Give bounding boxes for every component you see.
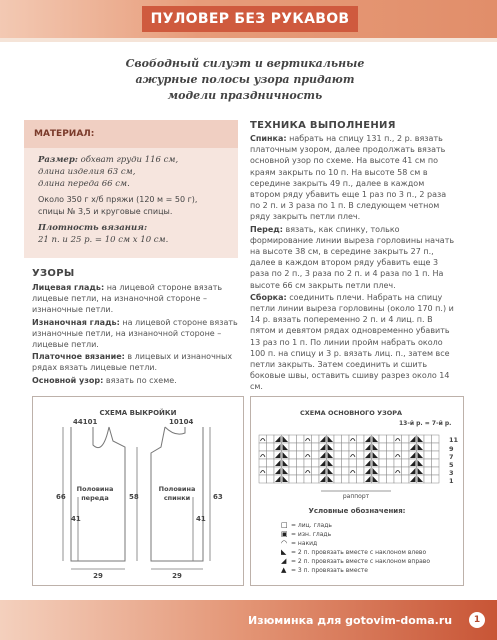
dim-label: 58 xyxy=(129,493,139,501)
stitch-cell xyxy=(267,459,275,467)
legend xyxy=(281,521,430,574)
stitch-cell xyxy=(304,435,312,443)
stitch-cell xyxy=(334,475,342,483)
stitch-cell xyxy=(349,451,357,459)
dim-label: 29 xyxy=(93,572,103,580)
row-number: 3 xyxy=(449,469,454,477)
stitch-cell xyxy=(424,435,432,443)
stitch-cell xyxy=(267,443,275,451)
stitch-schema-diagram xyxy=(251,397,463,585)
rapport-label: раппорт xyxy=(342,493,370,500)
dim-label: 41 xyxy=(71,515,81,523)
stitch-cell xyxy=(304,467,312,475)
legend-symbol: ◣ xyxy=(281,548,287,556)
stitch-cell xyxy=(289,443,297,451)
row-number: 9 xyxy=(449,445,454,453)
row-number: 5 xyxy=(449,461,454,469)
stitch-cell xyxy=(394,451,402,459)
size-label: Размер: xyxy=(38,155,78,165)
intro-line: модели праздничность xyxy=(167,89,323,102)
pattern-schema-diagram xyxy=(33,397,243,585)
pattern-item xyxy=(32,351,238,373)
stitch-cell xyxy=(432,467,440,475)
stitch-cell xyxy=(402,475,410,483)
stitch-cell xyxy=(432,451,440,459)
front-label: Половина xyxy=(76,485,114,493)
stitch-cell xyxy=(267,467,275,475)
pattern-text: на лицевой стороне вязать изнаночные петли, на изнаночной стороне – лицевые петли. xyxy=(32,317,238,350)
stitch-cell xyxy=(297,451,305,459)
technique-text: набрать на спицу 131 п., 2 р. вязать платочным узором, далее продолжать вязать основной узор по схеме. На высоте 41 см по краям закрыть по 10 п. На высоте 58 см в середине закрыть 49 п., далее в каждом втором ряду убавить еще 1 раз по 3 п., 2 раза по 2 п. и 3 раза по 1 п. В следующем четном ряду закрыть петли плеч. xyxy=(250,134,447,222)
stitch-cell xyxy=(304,451,312,459)
stitch-cell xyxy=(289,467,297,475)
stitch-cell xyxy=(424,451,432,459)
page-title: ПУЛОВЕР БЕЗ РУКАВОВ xyxy=(142,6,358,32)
row-repeat-label: 13-й р. = 7-й р. xyxy=(399,420,452,427)
stitch-cell xyxy=(394,459,402,467)
legend-text: = изн. гладь xyxy=(291,531,332,538)
pattern-text: в лицевых и изнаночных рядах вязать лицевые петли. xyxy=(32,352,233,373)
technique-section xyxy=(250,120,456,394)
stitch-cell xyxy=(334,443,342,451)
stitch-cell xyxy=(387,467,395,475)
stitch-grid xyxy=(259,435,439,483)
stitch-cell xyxy=(334,451,342,459)
stitch-cell xyxy=(342,435,350,443)
dim-label: 29 xyxy=(172,572,182,580)
technique-label: Сборка: xyxy=(250,292,287,302)
pattern-label: Изнаночная гладь: xyxy=(32,317,120,327)
pattern-item xyxy=(32,317,238,351)
pattern-schema-box xyxy=(32,396,244,586)
technique-item xyxy=(250,292,456,393)
intro-line: ажурные полосы узора придают xyxy=(135,73,355,86)
stitch-cell xyxy=(259,459,267,467)
pattern-text: вязать по схеме. xyxy=(105,375,177,385)
row-number: 1 xyxy=(449,477,454,485)
stitch-cell xyxy=(297,443,305,451)
materials-heading: МАТЕРИАЛ: xyxy=(24,120,238,148)
stitch-cell xyxy=(297,459,305,467)
stitch-cell xyxy=(357,435,365,443)
legend-symbol: ▣ xyxy=(281,530,288,538)
stitch-cell xyxy=(312,435,320,443)
stitch-cell xyxy=(402,467,410,475)
stitch-cell xyxy=(379,451,387,459)
stitch-cell xyxy=(304,459,312,467)
stitch-cell xyxy=(259,443,267,451)
pattern-label: Платочное вязание: xyxy=(32,352,125,362)
stitch-cell xyxy=(387,475,395,483)
stitch-cell xyxy=(357,459,365,467)
legend-symbol: □ xyxy=(281,521,288,529)
stitch-cell xyxy=(394,467,402,475)
pattern-label: Основной узор: xyxy=(32,375,104,385)
stitch-cell xyxy=(312,459,320,467)
stitch-cell xyxy=(387,459,395,467)
front-top-measure: 44101 xyxy=(73,418,98,426)
dim-label: 63 xyxy=(213,493,223,501)
front-label: переда xyxy=(81,494,109,502)
stitch-cell xyxy=(402,435,410,443)
front-neckline xyxy=(93,427,109,448)
technique-label: Перед: xyxy=(250,224,283,234)
length-line: длина изделия 63 см, xyxy=(38,167,136,177)
stitch-cell xyxy=(289,451,297,459)
stitch-cell xyxy=(379,467,387,475)
stitch-cell xyxy=(297,435,305,443)
legend-heading: Условные обозначения: xyxy=(308,507,406,515)
stitch-cell xyxy=(394,475,402,483)
stitch-cell xyxy=(394,435,402,443)
stitch-cell xyxy=(357,467,365,475)
legend-text: = 3 п. провязать вместе xyxy=(291,567,368,574)
stitch-cell xyxy=(387,435,395,443)
stitch-cell xyxy=(394,443,402,451)
stitch-schema-title: СХЕМА ОСНОВНОГО УЗОРА xyxy=(299,409,403,417)
stitch-cell xyxy=(259,467,267,475)
length-line: длина переда 66 см. xyxy=(38,179,130,189)
pattern-item xyxy=(32,282,238,316)
stitch-cell xyxy=(379,443,387,451)
stitch-cell xyxy=(304,475,312,483)
stitch-cell xyxy=(424,467,432,475)
legend-text: = лиц. гладь xyxy=(291,522,332,529)
stitch-cell xyxy=(267,435,275,443)
row-number: 11 xyxy=(449,436,459,444)
pattern-label: Лицевая гладь: xyxy=(32,283,105,292)
dim-label: 41 xyxy=(196,515,206,523)
density-text: 21 п. и 25 р. = 10 см х 10 см. xyxy=(38,235,169,245)
stitch-cell xyxy=(304,443,312,451)
technique-item xyxy=(250,133,456,223)
stitch-cell xyxy=(349,475,357,483)
legend-text: = 2 п. провязать вместе с наклоном влево xyxy=(291,549,427,556)
dim-label: 66 xyxy=(56,493,66,501)
stitch-cell xyxy=(432,443,440,451)
stitch-cell xyxy=(424,459,432,467)
stitch-cell xyxy=(342,459,350,467)
row-numbers xyxy=(449,436,459,485)
stitch-cell xyxy=(357,475,365,483)
stitch-cell xyxy=(379,459,387,467)
pattern-text: на лицевой стороне вязать лицевые петли, на изнаночной стороне – изнаночные петли. xyxy=(32,283,223,315)
stitch-cell xyxy=(387,451,395,459)
technique-item xyxy=(250,224,456,291)
technique-text: соединить плечи. Набрать на спицу петли линии выреза горловины (около 170 п.) и 14 р. вязать попеременно 2 п. и 4 лиц. п. В пятом и девятом рядах одновременно убавить 13 раз по 1 п. По линии пройм набрать около 100 п. на спицу и 3 р. вязать лиц. п., затем все петли закрыть. Затем соединить и сшить боковые швы, оставить сшиву разрез около 14 см. xyxy=(250,292,454,392)
pattern-schema-title: СХЕМА ВЫКРОЙКИ xyxy=(99,409,177,417)
stitch-cell xyxy=(349,459,357,467)
stitch-cell xyxy=(432,475,440,483)
stitch-cell xyxy=(342,475,350,483)
yarn-line: Около 350 г х/б пряжи (120 м = 50 г), xyxy=(38,195,198,204)
stitch-cell xyxy=(424,475,432,483)
stitch-schema-box xyxy=(250,396,464,586)
stitch-cell xyxy=(349,435,357,443)
stitch-cell xyxy=(357,451,365,459)
row-number: 7 xyxy=(449,453,454,461)
stitch-cell xyxy=(357,443,365,451)
intro-line: Свободный силуэт и вертикальные xyxy=(125,57,365,70)
stitch-cell xyxy=(267,475,275,483)
stitch-cell xyxy=(432,459,440,467)
stitch-cell xyxy=(402,451,410,459)
patterns-heading: УЗОРЫ xyxy=(32,268,75,279)
size-text: обхват груди 116 см, xyxy=(80,155,179,165)
stitch-cell xyxy=(289,475,297,483)
technique-label: Спинка: xyxy=(250,134,287,143)
stitch-cell xyxy=(379,435,387,443)
stitch-cell xyxy=(334,459,342,467)
back-top-measure: 10104 xyxy=(169,418,194,426)
stitch-cell xyxy=(259,451,267,459)
stitch-cell xyxy=(424,443,432,451)
patterns-section xyxy=(32,268,238,387)
stitch-cell xyxy=(379,475,387,483)
stitch-cell xyxy=(387,443,395,451)
legend-text: = накид xyxy=(291,540,318,547)
stitch-cell xyxy=(289,459,297,467)
stitch-cell xyxy=(342,467,350,475)
density-label: Плотность вязания: xyxy=(38,223,148,233)
stitch-cell xyxy=(349,467,357,475)
stitch-cell xyxy=(312,467,320,475)
pattern-item xyxy=(32,375,238,386)
technique-text: вязать, как спинку, только формирование линии выреза горловины начать на высоте 38 см, в середине закрыть 27 п., далее в каждом втором ряду убавить еще 3 раза по 2 п., 3 раза по 2 п. и 4 раза по 1 п. На высоте 66 см закрыть петли плеч. xyxy=(250,224,455,290)
stitch-cell xyxy=(402,443,410,451)
page-number: 1 xyxy=(469,612,485,628)
back-label: спинки xyxy=(163,494,191,502)
stitch-cell xyxy=(312,443,320,451)
page-header xyxy=(0,0,497,46)
stitch-cell xyxy=(289,435,297,443)
back-neckline xyxy=(165,427,185,434)
yarn-line: спицы № 3,5 и круговые спицы. xyxy=(38,207,173,216)
stitch-cell xyxy=(297,467,305,475)
stitch-cell xyxy=(312,451,320,459)
stitch-cell xyxy=(334,467,342,475)
stitch-cell xyxy=(259,475,267,483)
stitch-cell xyxy=(267,451,275,459)
header-divider xyxy=(0,38,497,42)
stitch-cell xyxy=(334,435,342,443)
stitch-cell xyxy=(342,443,350,451)
stitch-cell xyxy=(402,459,410,467)
legend-symbol: ◢ xyxy=(281,557,287,565)
stitch-cell xyxy=(342,451,350,459)
stitch-cell xyxy=(432,435,440,443)
legend-symbol: ▲ xyxy=(281,566,287,574)
back-label: Половина xyxy=(158,485,196,493)
stitch-cell xyxy=(259,435,267,443)
stitch-cell xyxy=(297,475,305,483)
stitch-cell xyxy=(349,443,357,451)
legend-symbol: ◠ xyxy=(281,539,288,547)
legend-text: = 2 п. провязать вместе с наклоном вправо xyxy=(291,558,431,565)
footer-text: Изюминка для gotovim-doma.ru xyxy=(248,614,453,627)
technique-heading: ТЕХНИКА ВЫПОЛНЕНИЯ xyxy=(250,120,396,131)
intro-text xyxy=(125,56,365,104)
materials-body xyxy=(38,154,234,250)
stitch-cell xyxy=(312,475,320,483)
